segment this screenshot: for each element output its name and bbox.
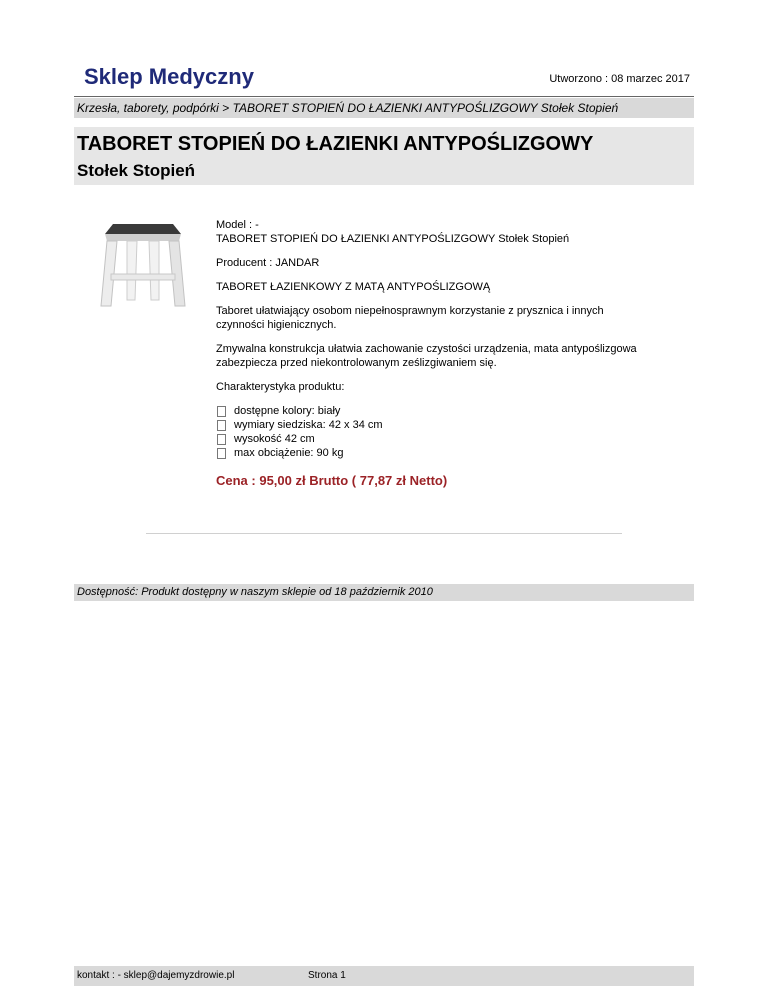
spec-item: dostępne kolory: biały: [216, 404, 646, 418]
model-name: TABORET STOPIEŃ DO ŁAZIENKI ANTYPOŚLIZGOWY Stołek Stopień: [216, 233, 570, 245]
page-number: Strona 1: [308, 970, 346, 981]
product-details: [216, 218, 646, 488]
stool-image: [87, 210, 199, 322]
spec-item: max obciążenie: 90 kg: [216, 446, 646, 460]
section-divider: [146, 533, 622, 534]
store-brand: Sklep Medyczny: [84, 64, 254, 89]
breadcrumb[interactable]: Krzesła, taborety, podpórki > TABORET STOPIEŃ DO ŁAZIENKI ANTYPOŚLIZGOWY Stołek Stopień: [74, 98, 694, 118]
specs-list: [216, 404, 646, 460]
spec-item: wysokość 42 cm: [216, 432, 646, 446]
header-divider: [74, 96, 694, 97]
bullet-box-icon: [217, 434, 226, 445]
producer: Producent : JANDAR: [216, 257, 320, 269]
footer: [74, 966, 694, 986]
bullet-box-icon: [217, 406, 226, 417]
specs-heading: Charakterystyka produktu:: [216, 381, 345, 393]
product-title: TABORET STOPIEŃ DO ŁAZIENKI ANTYPOŚLIZGOWY: [77, 133, 594, 155]
product-subtitle: Stołek Stopień: [77, 161, 196, 180]
price: Cena : 95,00 zł Brutto ( 77,87 zł Netto): [216, 473, 448, 488]
spec-item: wymiary siedziska: 42 x 34 cm: [216, 418, 646, 432]
product-title-box: [74, 127, 694, 185]
availability-bar: Dostępność: Produkt dostępny w naszym sklepie od 18 październik 2010: [74, 584, 694, 601]
created-date: Utworzono : 08 marzec 2017: [549, 73, 690, 85]
model-label: Model : -: [216, 219, 259, 231]
description-2: Zmywalna konstrukcja ułatwia zachowanie czystości urządzenia, mata antypoślizgowa zabezpiecza przed niekontrolowanym ześlizgiwaniem się.: [216, 343, 637, 369]
bullet-box-icon: [217, 420, 226, 431]
bullet-box-icon: [217, 448, 226, 459]
contact-email[interactable]: kontakt : - sklep@dajemyzdrowie.pl: [77, 970, 235, 981]
product-heading: TABORET ŁAZIENKOWY Z MATĄ ANTYPOŚLIZGOWĄ: [216, 281, 491, 293]
description-1: Taboret ułatwiający osobom niepełnosprawnym korzystanie z prysznica i innych czynności higienicznych.: [216, 305, 604, 331]
